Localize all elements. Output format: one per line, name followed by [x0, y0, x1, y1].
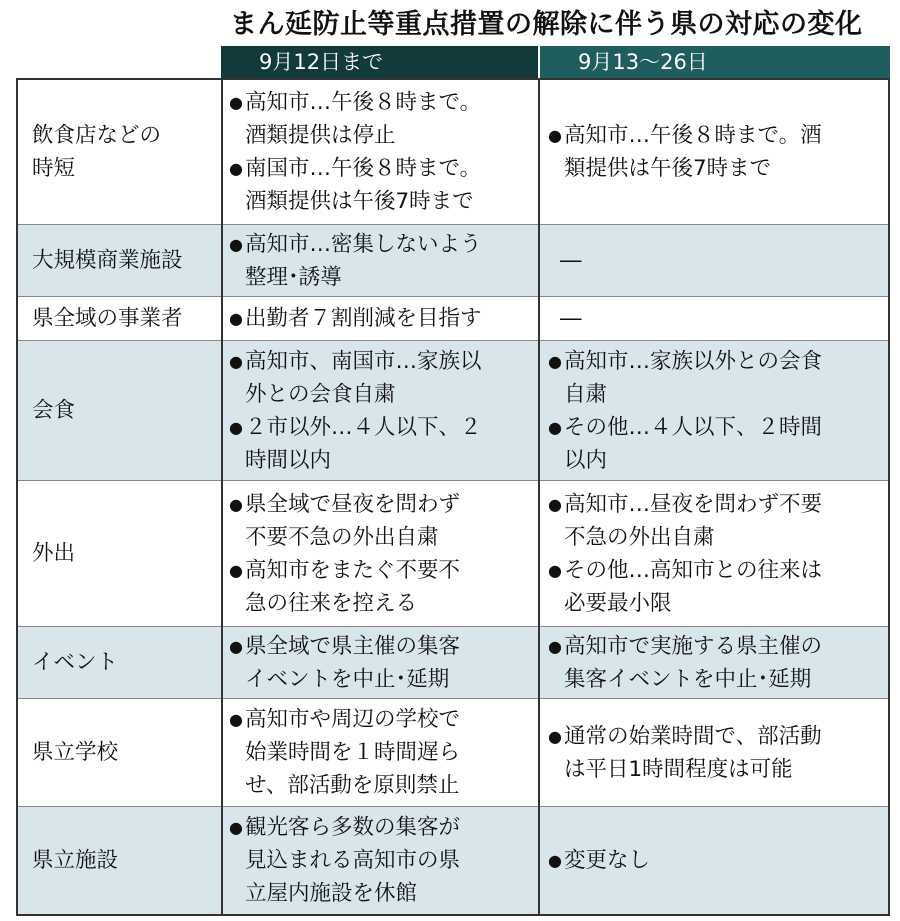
bullet-icon: ●	[229, 636, 243, 656]
column-divider	[221, 78, 223, 916]
page-title: まん延防止等重点措置の解除に伴う県の対応の変化	[230, 9, 863, 40]
row-label: 外出	[32, 541, 76, 566]
list-item: ● その他…４人以下、２時間 以内	[548, 411, 888, 477]
bullet-icon: ●	[229, 710, 243, 729]
before-cell	[223, 297, 540, 340]
before-cell	[223, 807, 540, 914]
list-item: ● 高知市で実施する県主催の 集客イベントを中止･延期	[548, 630, 888, 696]
table-row	[18, 806, 888, 914]
table-row	[18, 80, 888, 224]
after-cell	[540, 481, 888, 626]
table-row	[18, 340, 888, 480]
list-item: ● 高知市…昼夜を問わず不要 不急の外出自粛	[548, 488, 888, 554]
list-item: ● 高知市…家族以外との会食 自粛	[548, 345, 888, 411]
bullet-icon: ●	[229, 309, 243, 328]
list-item: ● 高知市…午後８時まで。 酒類提供は停止	[229, 86, 540, 152]
list-item: ● 県全域で県主催の集客 イベントを中止･延期	[229, 630, 540, 696]
bullet-icon: ●	[229, 417, 243, 437]
bullet-icon: ●	[229, 494, 243, 514]
after-cell: ―	[560, 306, 582, 331]
list-item: ● 高知市や周辺の学校で 始業時間を１時間遅ら せ、部活動を原則禁止	[229, 703, 540, 802]
row-label: 大規模商業施設	[32, 248, 183, 273]
bullet-icon: ●	[548, 494, 562, 514]
bullet-icon: ●	[229, 159, 243, 178]
bullet-icon: ●	[229, 234, 243, 254]
before-cell	[223, 627, 540, 698]
measures-table	[16, 78, 890, 916]
bullet-icon: ●	[548, 417, 562, 437]
before-cell	[223, 481, 540, 626]
list-item: ● 通常の始業時間で、部活動 は平日1時間程度は可能	[548, 720, 888, 786]
table-row	[18, 224, 888, 296]
list-item: ● 変更なし	[548, 844, 888, 877]
bullet-icon: ●	[229, 351, 243, 371]
list-item: ● 高知市…密集しないよう 整理･誘導	[229, 228, 540, 294]
bullet-icon: ●	[548, 560, 562, 580]
before-cell	[223, 225, 540, 296]
bullet-icon: ●	[548, 636, 562, 656]
bullet-icon: ●	[548, 126, 562, 145]
list-item: ● 出勤者７割削減を目指す	[229, 302, 540, 335]
after-cell	[540, 699, 888, 806]
table-row	[18, 626, 888, 698]
after-cell	[540, 627, 888, 698]
row-label: 飲食店などの 時短	[32, 123, 162, 181]
bullet-icon: ●	[229, 560, 243, 580]
after-cell: ―	[560, 248, 582, 273]
bullet-icon: ●	[548, 851, 562, 870]
table-row	[18, 698, 888, 806]
bullet-icon: ●	[548, 351, 562, 371]
list-item: ● 県全域で昼夜を問わず 不要不急の外出自粛	[229, 488, 540, 554]
table-row	[18, 480, 888, 626]
list-item: ● 南国市…午後８時まで。 酒類提供は午後7時まで	[229, 152, 540, 218]
row-label: 県全域の事業者	[32, 306, 183, 331]
row-label: 県立施設	[32, 848, 119, 873]
list-item: ● 観光客ら多数の集客が 見込まれる高知市の県 立屋内施設を休館	[229, 811, 540, 910]
column-divider	[538, 78, 540, 916]
list-item: ● 高知市をまたぐ不要不 急の往来を控える	[229, 554, 540, 620]
list-item: ● 高知市…午後８時まで。酒 類提供は午後7時まで	[548, 119, 888, 185]
column-header-before: 9月12日まで	[221, 46, 538, 78]
after-cell	[540, 341, 888, 480]
table-row	[18, 296, 888, 340]
bullet-icon: ●	[229, 93, 243, 112]
after-cell	[540, 807, 888, 914]
list-item: ● 高知市、南国市…家族以 外との会食自粛	[229, 345, 540, 411]
before-cell	[223, 341, 540, 480]
bullet-icon: ●	[229, 818, 243, 837]
after-cell	[540, 80, 888, 224]
before-cell	[223, 699, 540, 806]
bullet-icon: ●	[548, 726, 562, 746]
before-cell	[223, 80, 540, 224]
row-label: 県立学校	[32, 740, 119, 765]
list-item: ● その他…高知市との往来は 必要最小限	[548, 554, 888, 620]
row-label: 会食	[32, 398, 76, 423]
column-header-after: 9月13～26日	[540, 46, 890, 78]
row-label: イベント	[32, 650, 119, 675]
list-item: ● ２市以外…４人以下、２ 時間以内	[229, 411, 540, 477]
